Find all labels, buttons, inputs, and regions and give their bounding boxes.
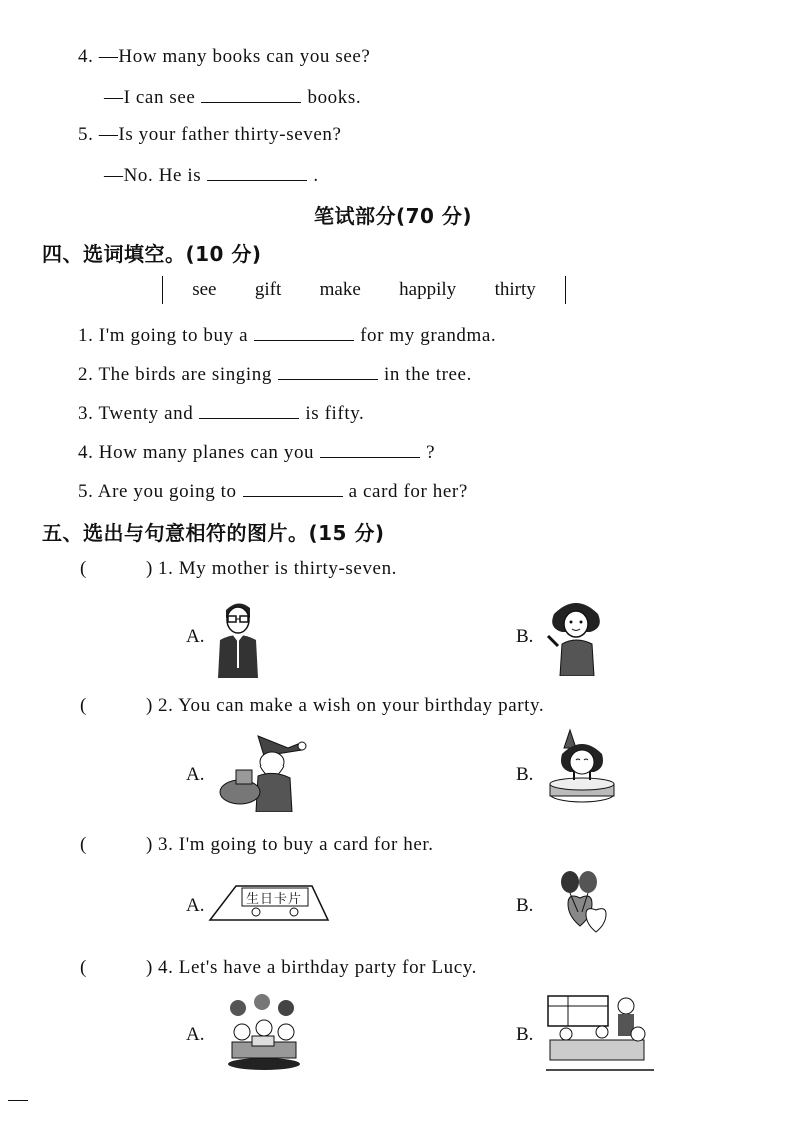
family-at-table-picture[interactable] xyxy=(546,994,656,1072)
s4-item-5-post: a card for her? xyxy=(348,481,468,502)
s4-item-5-pre: 5. Are you going to xyxy=(78,481,237,502)
s5-q1-text: 1. My mother is thirty-seven. xyxy=(158,558,398,579)
q5-answer-pre: —No. He is xyxy=(104,165,202,186)
s4-item-1-pre: 1. I'm going to buy a xyxy=(78,325,249,346)
section5-title: 五、选出与句意相符的图片。(15 分) xyxy=(42,521,385,545)
section4-title: 四、选词填空。(10 分) xyxy=(42,242,262,266)
s4-item-1-blank[interactable] xyxy=(254,324,354,341)
page-footer-mark xyxy=(8,1100,28,1101)
s5-q4-text: 4. Let's have a birthday party for Lucy. xyxy=(158,957,478,978)
s4-item-3-post: is fifty. xyxy=(305,403,365,424)
s5-q2-option-a[interactable]: A. xyxy=(186,764,205,785)
s5-q4-paren-open: ( xyxy=(80,957,87,978)
s5-q3-option-a[interactable]: A. xyxy=(186,895,205,916)
s5-q2-paren-close[interactable]: ) xyxy=(146,695,153,716)
q5-blank[interactable] xyxy=(207,164,307,181)
s5-q3-paren-open: ( xyxy=(80,834,87,855)
s4-item-3 xyxy=(78,402,364,425)
s4-item-1-post: for my grandma. xyxy=(360,325,497,346)
q4-question: —How many books can you see? xyxy=(98,46,371,67)
s5-q2-paren-open: ( xyxy=(80,695,87,716)
s4-item-3-blank[interactable] xyxy=(199,402,299,419)
q5-question-line xyxy=(78,124,342,146)
card-label: 生日卡片 xyxy=(246,892,303,907)
s4-item-2-pre: 2. The birds are singing xyxy=(78,364,272,385)
s4-item-4-blank[interactable] xyxy=(320,441,420,458)
q4-answer-line xyxy=(104,86,361,109)
girl-with-birthday-cake-picture[interactable] xyxy=(544,728,620,812)
s4-item-2 xyxy=(78,363,472,386)
heart-balloons-picture[interactable] xyxy=(548,868,614,940)
q4-answer-pre: —I can see xyxy=(104,87,196,108)
q4-blank[interactable] xyxy=(201,86,301,103)
woman-picture[interactable] xyxy=(544,596,608,676)
q5-answer-line xyxy=(104,164,319,187)
word-make: make xyxy=(319,279,361,300)
s5-q1-paren-open: ( xyxy=(80,558,87,579)
q4-number: 4. xyxy=(78,46,94,67)
q5-number: 5. xyxy=(78,124,94,145)
s4-item-1 xyxy=(78,324,496,347)
q5-question: —Is your father thirty-seven? xyxy=(98,124,342,145)
birthday-party-kids-picture[interactable] xyxy=(222,992,306,1072)
q4-question-line xyxy=(78,46,370,68)
q4-answer-post: books. xyxy=(307,87,362,108)
s5-q4-option-a[interactable]: A. xyxy=(186,1024,205,1045)
s5-q4-paren-close[interactable]: ) xyxy=(146,957,153,978)
word-thirty: thirty xyxy=(494,279,536,300)
s4-item-2-blank[interactable] xyxy=(278,363,378,380)
s5-q4-option-b[interactable]: B. xyxy=(516,1024,534,1045)
s4-item-3-pre: 3. Twenty and xyxy=(78,403,194,424)
s5-q2-text: 2. You can make a wish on your birthday party. xyxy=(158,695,545,716)
s5-q1-option-a[interactable]: A. xyxy=(186,626,205,647)
s4-item-4-post: ? xyxy=(426,442,436,463)
s4-item-4 xyxy=(78,441,435,464)
man-with-glasses-picture[interactable] xyxy=(212,596,264,678)
word-see: see xyxy=(192,279,217,300)
s5-q1-option-b[interactable]: B. xyxy=(516,626,534,647)
s4-item-2-post: in the tree. xyxy=(384,364,472,385)
s5-q3-text: 3. I'm going to buy a card for her. xyxy=(158,834,434,855)
birthday-card-picture[interactable] xyxy=(208,884,330,924)
s4-item-5 xyxy=(78,480,468,503)
word-bank xyxy=(162,276,566,304)
q5-answer-post: . xyxy=(313,165,319,186)
s4-item-5-blank[interactable] xyxy=(243,480,343,497)
s5-q3-paren-close[interactable]: ) xyxy=(146,834,153,855)
word-gift: gift xyxy=(254,279,282,300)
written-part-title: 笔试部分(70 分) xyxy=(314,204,473,228)
s5-q1-paren-close[interactable]: ) xyxy=(146,558,153,579)
s5-q2-option-b[interactable]: B. xyxy=(516,764,534,785)
s5-q3-option-b[interactable]: B. xyxy=(516,895,534,916)
s4-item-4-pre: 4. How many planes can you xyxy=(78,442,315,463)
word-happily: happily xyxy=(399,279,457,300)
santa-claus-picture[interactable] xyxy=(218,732,308,812)
